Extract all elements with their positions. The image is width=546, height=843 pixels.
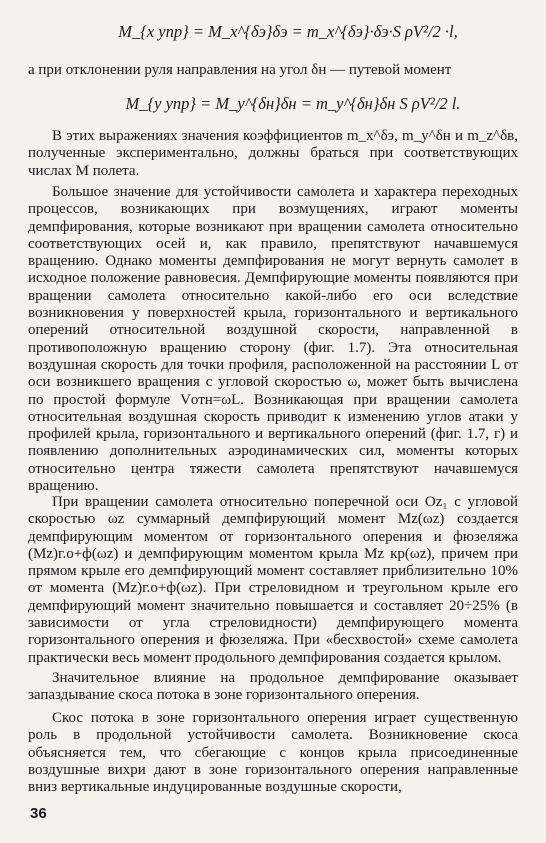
formula-elevator-moment: M_{x упр} = M_x^{δэ}δэ = m_x^{δэ}·δэ·S ρV²/2 ·l, — [118, 22, 458, 41]
paragraph-downwash: Скос потока в зоне горизонтального оперения играет существенную роль в продольной устойчивости самолета. Возникновение скоса объясняется тем, что сбегающие с концов крыла присоединенные воздушные вихри дают в зоне горизонтального оперения направленные вниз вертикальные индуцированные воздушные скорости, — [28, 710, 518, 796]
paragraph-pitch-rotation: При вращении самолета относительно поперечной оси Oz₁ с угловой скоростью ωz суммарный демпфирующий момент Mz(ωz) создается демпфирующим моментом от горизонтального оперения и фюзеляжа (Mz)г.о+ф(ωz) и демпфирующим моментом крыла Mz кр(ωz), причем при прямом крыле его демпфирующий момент составляет приблизительно 10% от момента (Mz)г.о+ф(ωz). При стреловидном и треугольном крыле его демпфирующий момент значительно повышается и составляет 20÷25% (в зависимости от угла стреловидности) демпфирующего момента горизонтального оперения и фюзеляжа. При «бесхвостой» схеме самолета практически весь момент продольного демпфирования создается крылом. — [28, 494, 518, 666]
paragraph-intro: а при отклонении руля направления на угол δн — путевой момент — [28, 62, 452, 78]
paragraph-downwash-lag: Значительное влияние на продольное демпфирование оказывает запаздывание скоса потока в зоне горизонтального оперения. — [28, 670, 518, 704]
paragraph-damping-moments: Большое значение для устойчивости самолета и характера переходных процессов, возникающих при возмущениях, играют моменты демпфирования, которые возникают при вращении самолета относительно соответствующих осей и, как правило, препятствуют начавшемуся вращению. Однако моменты демпфирования не могут вернуть самолет в исходное положение равновесия. Демпфирующие моменты появляются при вращении самолета относительно какой-либо его оси вследствие возникновения у поверхностей крыла, горизонтального и вертикального оперений относительной воздушной скорости, направленной в противоположную вращению сторону (фиг. 1.7). Эта относительная воздушная скорость для точки профиля, расположенной на расстоянии L от оси возникшего вращения с угловой скоростью ω, может быть вычислена по простой формуле Vотн=ωL. Возникающая при вращении самолета относительная воздушная скорость приводит к изменению углов атаки у профилей крыла, горизонтального и вертикального оперений (фиг. 1.7, г) и появлению дополнительных аэродинамических сил, моменты которых относительно центра тяжести самолета препятствуют начавшемуся вращению. — [28, 184, 518, 495]
formula-rudder-moment: M_{y упр} = M_y^{δн}δн = m_y^{δн}δн S ρV²/2 l. — [125, 94, 461, 113]
page-number: 36 — [30, 805, 47, 822]
paragraph-coefficients: В этих выражениях значения коэффициентов m_x^δэ, m_y^δн и m_z^δв, полученные экспериментально, должны браться при соответствующих числах М полета. — [28, 128, 518, 179]
